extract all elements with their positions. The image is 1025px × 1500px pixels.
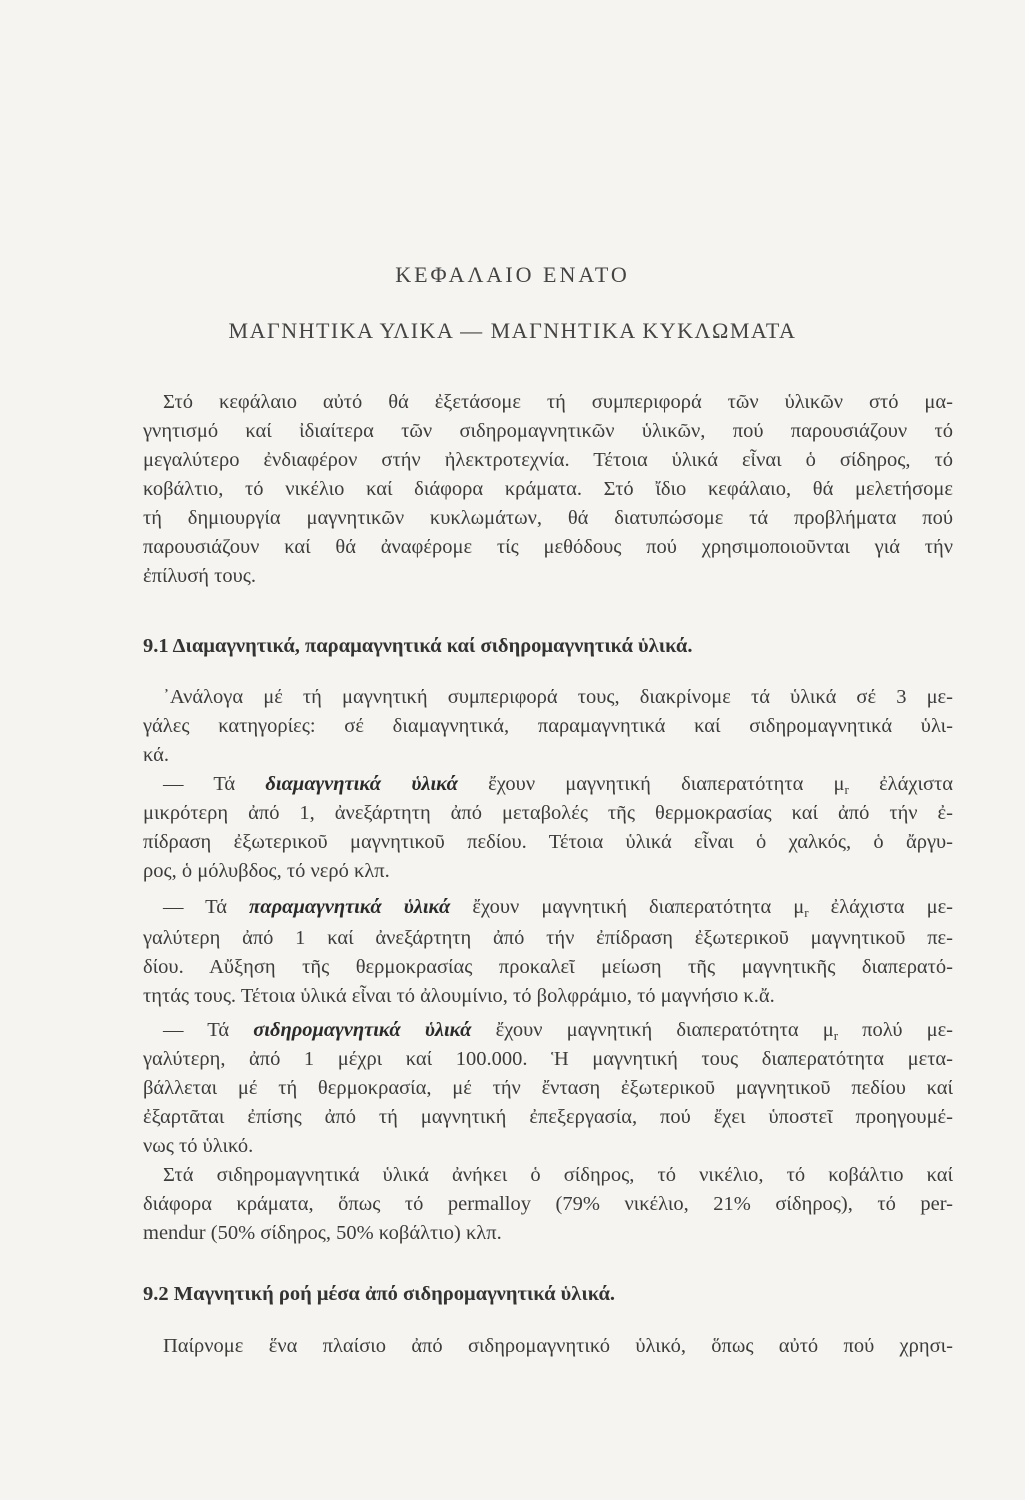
paragraph-line: πίδραση ἐξωτερικοῦ μαγνητικοῦ πεδίου. Τέτοια ὑλικά εἶναι ὁ χαλκός, ὁ ἄργυ- <box>143 831 953 853</box>
term-diamagnetic: διαμαγνητικά ὑλικά <box>265 773 458 795</box>
paragraph-line: γάλες κατηγορίες: σέ διαμαγνητικά, παραμαγνητικά καί σιδηρομαγνητικά ὑλι- <box>143 715 953 737</box>
intro-line: γνητισμό καί ἰδιαίτερα τῶν σιδηρομαγνητικῶν ὑλικῶν, πού παρουσιάζουν τό <box>143 420 953 442</box>
paragraph-line: βάλλεται μέ τή θερμοκρασία, μέ τήν ἔνταση ἐξωτερικοῦ μαγνητικοῦ πεδίου καί <box>143 1077 953 1099</box>
intro-line: Στό κεφάλαιο αὐτό θά ἐξετάσομε τή συμπεριφορά τῶν ὑλικῶν στό μα- <box>163 391 953 413</box>
intro-line: παρουσιάζουν καί θά ἀναφέρομε τίς μεθόδους πού χρησιμοποιοῦνται γιά τήν <box>143 536 953 558</box>
paragraph-line: γαλύτερη, ἀπό 1 μέχρι καί 100.000. Ἡ μαγνητική τους διαπερατότητα μετα- <box>143 1048 953 1070</box>
paragraph-line: μικρότερη ἀπό 1, ἀνεξάρτητη ἀπό μεταβολές τῆς θερμοκρασίας καί ἀπό τήν ἐ- <box>143 802 953 824</box>
diamagnetic-line: — Τά διαμαγνητικά ὑλικά ἔχουν μαγνητική διαπερατότητα $\mu_r$ ἐλάχιστα <box>163 773 953 797</box>
intro-line: κοβάλτιο, τό νικέλιο καί διάφορα κράματα. Στό ἴδιο κεφάλαιο, θά μελετήσομε <box>143 478 953 500</box>
intro-line: μεγαλύτερο ἐνδιαφέρον στήν ἠλεκτροτεχνία. Τέτοια ὑλικά εἶναι ὁ σίδηρος, τό <box>143 449 953 471</box>
paragraph-line: ἐξαρτᾶται ἐπίσης ἀπό τή μαγνητική ἐπεξεργασία, πού ἔχει ὑποστεῖ προηγουμέ- <box>143 1106 953 1128</box>
paragraph-line: ᾿Ανάλογα μέ τή μαγνητική συμπεριφορά τους, διακρίνομε τά ὑλικά σέ 3 με- <box>163 686 953 708</box>
paragraph-line: mendur (50% σίδηρος, 50% κοβάλτιο) κλπ. <box>143 1222 502 1244</box>
paragraph-line: διάφορα κράματα, ὅπως τό permalloy (79% νικέλιο, 21% σίδηρος), τό per- <box>143 1193 953 1215</box>
chapter-title: ΜΑΓΝΗΤΙΚΑ ΥΛΙΚΑ — ΜΑΓΝΗΤΙΚΑ ΚΥΚΛΩΜΑΤΑ <box>228 318 797 343</box>
paragraph-line: νως τό ὑλικό. <box>143 1135 254 1157</box>
ferromagnetic-line: — Τά σιδηρομαγνητικά ὑλικά ἔχουν μαγνητική διαπερατότητα $\mu_r$ πολύ με- <box>163 1019 954 1043</box>
paragraph-line: Παίρνομε ἕνα πλαίσιο ἀπό σιδηρομαγνητικό ὑλικό, ὅπως αὐτό πού χρησι- <box>163 1335 953 1357</box>
paragraph-line: τητάς τους. Τέτοια ὑλικά εἶναι τό ἀλουμίνιο, τό βολφράμιο, τό μαγνήσιο κ.ἄ. <box>143 985 775 1007</box>
paragraph-line: ρος, ὁ μόλυβδος, τό νερό κλπ. <box>143 860 390 882</box>
paragraph-line: Στά σιδηρομαγνητικά ὑλικά ἀνήκει ὁ σίδηρος, τό νικέλιο, τό κοβάλτιο καί <box>163 1164 953 1186</box>
paragraph-line: γαλύτερη ἀπό 1 καί ἀνεξάρτητη ἀπό τήν ἐπίδραση ἐξωτερικοῦ μαγνητικοῦ πε- <box>143 927 953 949</box>
intro-line: τή δημιουργία μαγνητικῶν κυκλωμάτων, θά διατυπώσομε τά προβλήματα πού <box>143 507 953 529</box>
section-heading: 9.1 Διαμαγνητικά, παραμαγνητικά καί σιδηρομαγνητικά ὑλικά. <box>143 635 693 657</box>
intro-line: ἐπίλυσή τους. <box>143 565 256 587</box>
paragraph-line: κά. <box>143 744 170 766</box>
paramagnetic-line: — Τά παραμαγνητικά ὑλικά ἔχουν μαγνητική διαπερατότητα $\mu_r$ ἐλάχιστα με- <box>163 896 954 920</box>
chapter-label: ΚΕΦΑΛΑΙΟ ΕΝΑΤΟ <box>395 262 630 287</box>
term-ferromagnetic: σιδηρομαγνητικά ὑλικά <box>253 1019 472 1041</box>
term-paramagnetic: παραμαγνητικά ὑλικά <box>249 896 451 918</box>
paragraph-line: δίου. Αὔξηση τῆς θερμοκρασίας προκαλεῖ μείωση τῆς μαγνητικῆς διαπερατό- <box>143 956 953 978</box>
section-heading: 9.2 Μαγνητική ροή μέσα ἀπό σιδηρομαγνητικά ὑλικά. <box>143 1283 616 1305</box>
